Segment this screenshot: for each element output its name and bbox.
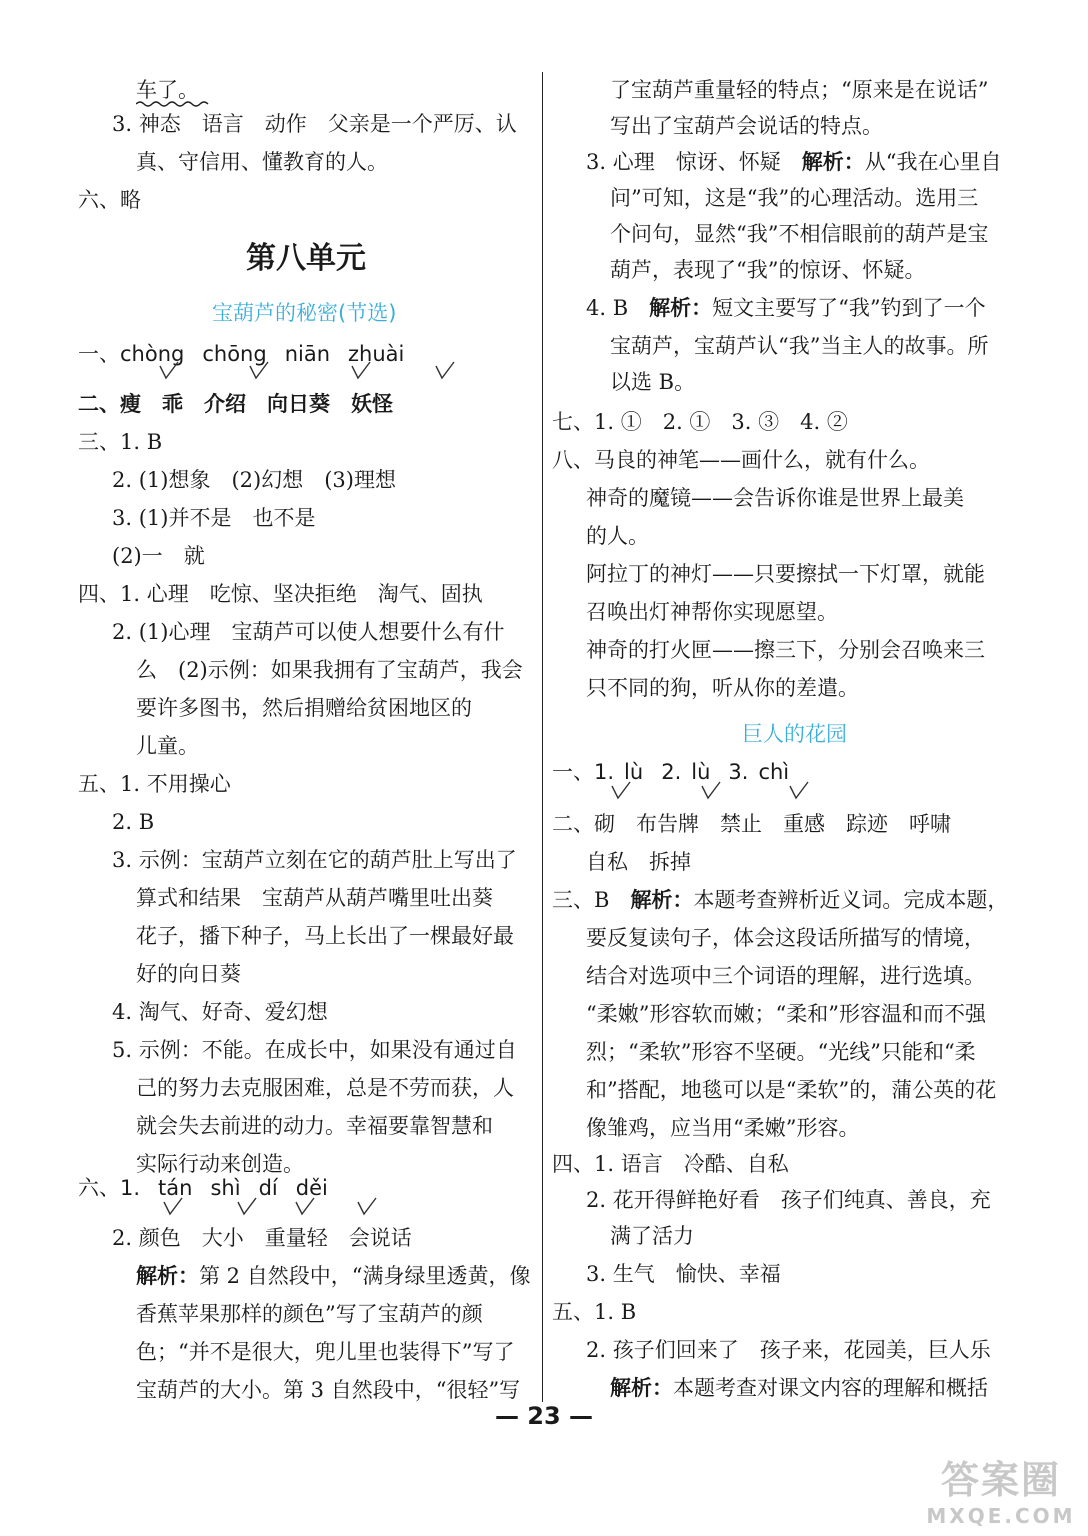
text-line: 二、瘦 乖 介绍 向日葵 妖怪: [78, 391, 393, 416]
lesson-title: 宝葫芦的秘密(节选): [212, 301, 397, 325]
text-line: 2. 颜色 大小 重量轻 会说话: [112, 1226, 412, 1250]
watermark-url: MXQE.COM: [926, 1504, 1076, 1528]
text-line: 宝葫芦，宝葫芦认“我”当主人的故事。所: [610, 334, 989, 358]
text-line: 召唤出灯神帮你实现愿望。: [586, 600, 838, 624]
answer-text: 3. 心理 惊讶、怀疑: [586, 150, 802, 174]
text-line: 3. 神态 语言 动作 父亲是一个严厉、认: [112, 112, 517, 136]
text-line: 写出了宝葫芦会说话的特点。: [610, 114, 883, 138]
text-line: 就会失去前进的动力。幸福要靠智慧和: [136, 1114, 493, 1138]
text-line: 色；“并不是很大，兜儿里也装得下”写了: [136, 1340, 515, 1364]
text-line: 神奇的打火匣——擦三下，分别会召唤来三: [586, 638, 985, 662]
text-line: 问”可知，这是“我”的心理活动。选用三: [610, 186, 979, 210]
text-line: 5. 示例：不能。在成长中，如果没有通过自: [112, 1038, 517, 1062]
text-line: 像雏鸡，应当用“柔嫩”形容。: [586, 1116, 860, 1140]
pinyin-prefix: 一、: [78, 342, 120, 366]
lesson-title: 巨人的花园: [742, 722, 847, 746]
text-line: 真、守信用、懂教育的人。: [136, 150, 388, 174]
text-line: [552, 884, 1008, 916]
text-line: 结合对选项中三个词语的理解，进行选填。: [586, 964, 985, 988]
text-line: 2. (1)想象 (2)幻想 (3)理想: [112, 468, 396, 492]
pinyin-prefix: 六、1.: [78, 1176, 141, 1200]
text-line: 和”搭配，地毯可以是“柔软”的，蒲公英的花: [586, 1078, 997, 1102]
text-line: [610, 1372, 988, 1404]
text-line: [136, 1260, 530, 1292]
text-line: 实际行动来创造。: [136, 1152, 304, 1176]
text-line: 满了活力: [610, 1224, 694, 1248]
text-line: 神奇的魔镜——会告诉你谁是世界上最美: [586, 486, 964, 510]
pinyin-item: lù: [624, 760, 644, 784]
text-line: 三、1. B: [78, 430, 163, 454]
analysis-text: 第 2 自然段中，“满身绿里透黄，像: [199, 1264, 531, 1288]
pinyin-item: děi: [295, 1176, 328, 1200]
answer-text: 三、B: [552, 888, 631, 912]
text-line: 七、1. ① 2. ① 3. ③ 4. ②: [552, 410, 848, 434]
text-line: 五、1. B: [552, 1300, 637, 1324]
analysis-label: 解析：: [649, 295, 713, 320]
wavy-underline-icon: [136, 100, 212, 108]
text-line: 么 (2)示例：如果我拥有了宝葫芦，我会: [136, 658, 523, 682]
analysis-label: 解析：: [801, 149, 865, 174]
analysis-label: 解析：: [630, 887, 694, 912]
text-line: 好的向日葵: [136, 962, 241, 986]
text-line: (2)一 就: [112, 544, 205, 568]
page-number: — 23 —: [494, 1402, 594, 1430]
text-line: 花子，播下种子，马上长出了一棵最好最: [136, 924, 514, 948]
watermark-logo: [926, 1449, 1076, 1528]
text-line: 香蕉苹果那样的颜色”写了宝葫芦的颜: [136, 1302, 483, 1326]
text-line: 要许多图书，然后捐赠给贫困地区的: [136, 696, 472, 720]
analysis-label: 解析：: [610, 1375, 673, 1400]
text-line: 己的努力去克服困难，总是不劳而获，人: [136, 1076, 514, 1100]
text-line: 4. 淘气、好奇、爱幻想: [112, 1000, 328, 1024]
analysis-text: 本题考查辨析近义词。完成本题，: [693, 888, 1009, 912]
watermark-text: 答案圈: [940, 1458, 1061, 1502]
text-line: 2. (1)心理 宝葫芦可以使人想要什么有什: [112, 620, 505, 644]
pinyin-num: 3.: [728, 760, 749, 784]
text-line: 二、砌 布告牌 禁止 重感 踪迹 呼啸: [552, 812, 951, 836]
text-line: 以选 B。: [610, 370, 696, 394]
analysis-text: 本题考查对课文内容的理解和概括: [673, 1376, 988, 1400]
text-line: 3. (1)并不是 也不是: [112, 506, 316, 530]
text-line: 宝葫芦的大小。第 3 自然段中，“很轻”写: [136, 1378, 521, 1402]
pinyin-item: chì: [758, 760, 790, 784]
pinyin-item: niān: [284, 342, 331, 366]
text-line: 车了。: [136, 78, 199, 102]
analysis-text: 从“我在心里自: [864, 150, 1002, 174]
check-marks-icon: [120, 360, 470, 382]
text-line: 儿童。: [136, 734, 199, 758]
text-line: [586, 146, 1001, 178]
text-line: 了宝葫芦重量轻的特点；“原来是在说话”: [610, 78, 989, 102]
pinyin-item: shì: [210, 1176, 241, 1200]
pinyin-num: 2.: [661, 760, 682, 784]
pinyin-item: tán: [158, 1176, 193, 1200]
text-line: [586, 292, 986, 324]
text-line: 四、1. 心理 吃惊、坚决拒绝 淘气、固执: [78, 582, 483, 606]
text-line: 葫芦，表现了“我”的惊讶、怀疑。: [610, 258, 926, 282]
unit-title: 第八单元: [246, 241, 366, 276]
text-line: 3. 生气 愉快、幸福: [586, 1262, 781, 1286]
column-divider: [542, 72, 543, 1402]
pinyin-item: zhuài: [348, 342, 405, 366]
text-line: 算式和结果 宝葫芦从葫芦嘴里吐出葵: [136, 886, 493, 910]
text-line: 3. 示例：宝葫芦立刻在它的葫芦肚上写出了: [112, 848, 517, 872]
analysis-label: 解析：: [136, 1263, 199, 1288]
text-line: 阿拉丁的神灯——只要擦拭一下灯罩，就能: [586, 562, 985, 586]
text-line: 2. B: [112, 810, 155, 834]
check-marks-icon: [602, 780, 842, 802]
text-line: 的人。: [586, 524, 649, 548]
text-line: “柔嫩”形容软而嫩；“柔和”形容温和而不强: [586, 1002, 986, 1026]
text-line: 五、1. 不用操心: [78, 772, 231, 796]
text-line: 个问句，显然“我”不相信眼前的葫芦是宝: [610, 222, 989, 246]
text-line: 六、略: [78, 188, 141, 212]
text-line: 只不同的狗，听从你的差遣。: [586, 676, 859, 700]
text-line: 八、马良的神笔——画什么，就有什么。: [552, 448, 930, 472]
text-line: 2. 花开得鲜艳好看 孩子们纯真、善良，充: [586, 1188, 991, 1212]
pinyin-item: chòng: [120, 342, 185, 366]
text-line: 要反复读句子，体会这段话所描写的情境，: [586, 926, 985, 950]
pinyin-prefix: 一、1.: [552, 760, 615, 784]
pinyin-item: dí: [258, 1176, 278, 1200]
text-line: 四、1. 语言 冷酷、自私: [552, 1152, 789, 1176]
pinyin-item: chōng: [202, 342, 267, 366]
check-marks-icon: [120, 1196, 420, 1218]
text-line: 烈；“柔软”形容不坚硬。“光线”只能和“柔: [586, 1040, 976, 1064]
text-line: 2. 孩子们回来了 孩子来，花园美，巨人乐: [586, 1338, 991, 1362]
text-line: 自私 拆掉: [586, 850, 691, 874]
pinyin-item: lù: [691, 760, 711, 784]
analysis-text: 短文主要写了“我”钓到了一个: [712, 296, 986, 320]
answer-text: 4. B: [586, 296, 650, 320]
